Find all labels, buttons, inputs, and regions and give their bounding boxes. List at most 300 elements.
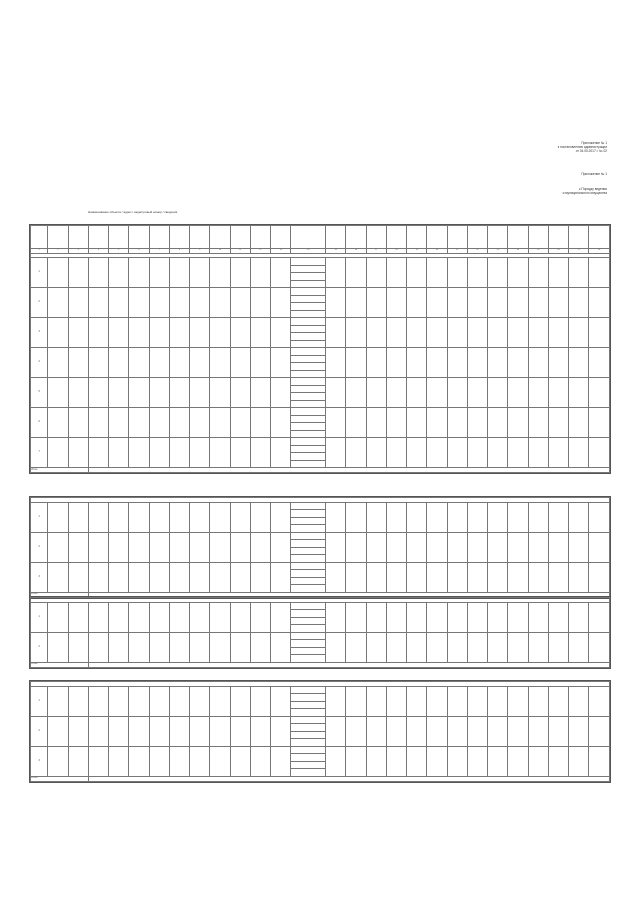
table-cell: [548, 502, 568, 532]
table-cell: [250, 408, 270, 438]
subrow-label: [291, 532, 326, 540]
table-cell: [407, 686, 427, 716]
table-cell: [129, 602, 149, 632]
table-cell: [447, 258, 467, 288]
table-cell: [68, 438, 88, 468]
table-cell: [528, 438, 548, 468]
table-cell: [427, 378, 447, 408]
table-cell: [386, 288, 406, 318]
table-cell: [346, 746, 366, 776]
row-number: 1: [31, 258, 48, 288]
row-number: 4: [31, 348, 48, 378]
table-cell: [48, 438, 68, 468]
subrow-label: [291, 647, 326, 655]
table-cell: [589, 746, 610, 776]
table-cell: [366, 716, 386, 746]
table-cell: [366, 438, 386, 468]
table-cell: [589, 716, 610, 746]
table-cell: [386, 602, 406, 632]
column-header: [291, 226, 326, 249]
column-number: 11: [230, 249, 250, 254]
table-cell: [190, 632, 210, 662]
table-cell: [488, 532, 508, 562]
table-cell: [569, 532, 589, 562]
table-cell: [129, 632, 149, 662]
table-cell: [548, 686, 568, 716]
table-cell: [88, 716, 108, 746]
table-row: [31, 562, 610, 570]
registry-table-part-3: [29, 596, 611, 669]
table-cell: [149, 258, 169, 288]
table-cell: [271, 746, 291, 776]
table-cell: [589, 562, 610, 592]
table-cell: [326, 318, 346, 348]
table-cell: [271, 318, 291, 348]
table-cell: [271, 408, 291, 438]
table-cell: [346, 686, 366, 716]
table-cell: [508, 686, 528, 716]
table-cell: [250, 562, 270, 592]
subrow-label: [291, 655, 326, 663]
table-cell: [548, 632, 568, 662]
table-cell: [508, 408, 528, 438]
table-cell: [169, 602, 189, 632]
table-cell: [326, 746, 346, 776]
subrow-label: [291, 280, 326, 288]
table-cell: [548, 716, 568, 746]
table-cell: [528, 746, 548, 776]
table-cell: [210, 258, 230, 288]
table-cell: [548, 378, 568, 408]
table-cell: [528, 716, 548, 746]
table-cell: [346, 438, 366, 468]
table-cell: [129, 686, 149, 716]
table-cell: [447, 746, 467, 776]
subrow-label: [291, 617, 326, 625]
table-cell: [129, 348, 149, 378]
table-cell: [149, 532, 169, 562]
table-cell: [386, 686, 406, 716]
table-cell: [528, 378, 548, 408]
table-cell: [149, 408, 169, 438]
table-cell: [548, 438, 568, 468]
table-cell: [169, 686, 189, 716]
table-cell: [427, 532, 447, 562]
column-header: [149, 226, 169, 249]
table-cell: [386, 258, 406, 288]
table-caption: Наименование объекта / адрес / кадастровый номер / сведения: [88, 210, 178, 214]
appendix-subtitle: от 04.05.2017 г. № 02: [575, 149, 607, 154]
subrow-label: [291, 602, 326, 610]
table-cell: [386, 632, 406, 662]
table-cell: [366, 562, 386, 592]
table-cell: [230, 408, 250, 438]
table-cell: [48, 562, 68, 592]
table-cell: [488, 746, 508, 776]
row-number: 3: [31, 318, 48, 348]
table-cell: [386, 408, 406, 438]
table-cell: [68, 746, 88, 776]
row-number: 3: [31, 746, 48, 776]
table-cell: [271, 632, 291, 662]
table-cell: [169, 746, 189, 776]
table-cell: [169, 318, 189, 348]
column-number: 2: [48, 249, 68, 254]
table-cell: [488, 288, 508, 318]
table-cell: [488, 348, 508, 378]
table-cell: [467, 562, 487, 592]
table-cell: [68, 502, 88, 532]
table-cell: [569, 632, 589, 662]
table-cell: [169, 378, 189, 408]
subrow-label: [291, 460, 326, 468]
table-cell: [129, 438, 149, 468]
table-cell: [250, 532, 270, 562]
column-header: [548, 226, 568, 249]
table-cell: [326, 288, 346, 318]
table-cell: [129, 258, 149, 288]
table-cell: [109, 686, 129, 716]
table-cell: [528, 632, 548, 662]
table-cell: [386, 378, 406, 408]
table-cell: [68, 408, 88, 438]
table-cell: [190, 258, 210, 288]
table-cell: [250, 602, 270, 632]
table-cell: [548, 532, 568, 562]
table-cell: [149, 562, 169, 592]
table-cell: [386, 716, 406, 746]
subrow-label: [291, 370, 326, 378]
table-cell: [528, 348, 548, 378]
subrow-label: [291, 510, 326, 518]
table-cell: [48, 716, 68, 746]
subrow-label: [291, 709, 326, 717]
row-number: 3: [31, 562, 48, 592]
subrow-label: [291, 746, 326, 754]
table-cell: [88, 378, 108, 408]
column-number: 15: [326, 249, 346, 254]
table-cell: [271, 686, 291, 716]
column-header: [129, 226, 149, 249]
table-cell: [129, 716, 149, 746]
table-cell: [48, 348, 68, 378]
appendix-header-1: [558, 141, 607, 154]
table-cell: [366, 348, 386, 378]
registry-table-part-1: [29, 224, 611, 474]
table-cell: [589, 632, 610, 662]
table-cell: [346, 502, 366, 532]
table-cell: [467, 318, 487, 348]
table-cell: [129, 746, 149, 776]
subrow-label: [291, 340, 326, 348]
table-cell: [129, 318, 149, 348]
column-header: [346, 226, 366, 249]
table-cell: [467, 746, 487, 776]
table-cell: [109, 408, 129, 438]
table-cell: [129, 532, 149, 562]
table-cell: [528, 288, 548, 318]
table-cell: [271, 258, 291, 288]
table-cell: [467, 378, 487, 408]
table-row: [31, 378, 610, 386]
table-row: [31, 318, 610, 326]
table-cell: [366, 378, 386, 408]
table-cell: [447, 686, 467, 716]
table-cell: [488, 502, 508, 532]
table-cell: [271, 378, 291, 408]
total-label: Итого: [31, 662, 89, 667]
table-cell: [190, 602, 210, 632]
table-cell: [467, 408, 487, 438]
subrow-label: [291, 540, 326, 548]
column-number: 25: [528, 249, 548, 254]
subrow-label: [291, 438, 326, 446]
table-cell: [149, 318, 169, 348]
table-cell: [508, 562, 528, 592]
table-cell: [149, 288, 169, 318]
column-header: [68, 226, 88, 249]
table-cell: [447, 378, 467, 408]
subrow-label: [291, 555, 326, 563]
table-cell: [250, 438, 270, 468]
table-cell: [488, 318, 508, 348]
table-cell: [427, 562, 447, 592]
subrow-label: [291, 295, 326, 303]
row-number: 2: [31, 532, 48, 562]
column-header: [508, 226, 528, 249]
table-cell: [88, 632, 108, 662]
subrow-label: [291, 303, 326, 311]
table-cell: [427, 746, 447, 776]
table-row: [31, 686, 610, 694]
table-row: [31, 258, 610, 266]
subrow-label: [291, 385, 326, 393]
total-label: Итого: [31, 776, 89, 781]
table-cell: [109, 378, 129, 408]
subrow-label: [291, 423, 326, 431]
table-cell: [447, 502, 467, 532]
table-row: [31, 408, 610, 416]
table-cell: [508, 438, 528, 468]
subrow-label: [291, 400, 326, 408]
table-cell: [508, 348, 528, 378]
subrow-label: [291, 288, 326, 296]
subrow-label: [291, 415, 326, 423]
table-cell: [407, 632, 427, 662]
table-cell: [407, 438, 427, 468]
table-cell: [427, 288, 447, 318]
table-cell: [109, 288, 129, 318]
total-value: [88, 776, 609, 781]
table-cell: [230, 348, 250, 378]
table-cell: [447, 408, 467, 438]
table-cell: [589, 532, 610, 562]
table-cell: [48, 632, 68, 662]
table-cell: [271, 288, 291, 318]
table-cell: [346, 532, 366, 562]
table-cell: [109, 438, 129, 468]
column-header: [467, 226, 487, 249]
table-cell: [230, 438, 250, 468]
subrow-label: [291, 739, 326, 747]
table-cell: [149, 686, 169, 716]
table-cell: [271, 502, 291, 532]
table-cell: [109, 562, 129, 592]
table-cell: [427, 686, 447, 716]
table-cell: [326, 686, 346, 716]
table-cell: [569, 602, 589, 632]
table-cell: [589, 438, 610, 468]
table-cell: [366, 502, 386, 532]
table-cell: [68, 686, 88, 716]
table-cell: [346, 632, 366, 662]
subrow-label: [291, 640, 326, 648]
table-cell: [271, 438, 291, 468]
table-cell: [271, 716, 291, 746]
table-cell: [447, 716, 467, 746]
table-cell: [88, 318, 108, 348]
table-cell: [528, 318, 548, 348]
column-number: 9: [190, 249, 210, 254]
table-cell: [386, 318, 406, 348]
table-cell: [569, 408, 589, 438]
table-cell: [250, 288, 270, 318]
table-cell: [508, 746, 528, 776]
registry-table-part-2: [29, 496, 611, 599]
table-cell: [109, 602, 129, 632]
table-cell: [210, 602, 230, 632]
table-cell: [109, 502, 129, 532]
table-cell: [366, 318, 386, 348]
column-header: [169, 226, 189, 249]
subrow-label: [291, 310, 326, 318]
subrow-label: [291, 716, 326, 724]
table-cell: [407, 602, 427, 632]
subrow-label: [291, 585, 326, 593]
table-cell: [488, 378, 508, 408]
table-cell: [190, 562, 210, 592]
table-cell: [569, 348, 589, 378]
column-header: [589, 226, 610, 249]
table-cell: [447, 348, 467, 378]
subrow-label: [291, 502, 326, 510]
table-cell: [48, 532, 68, 562]
subrow-label: [291, 731, 326, 739]
table-cell: [129, 288, 149, 318]
column-header: [528, 226, 548, 249]
table-cell: [326, 258, 346, 288]
table-cell: [528, 532, 548, 562]
column-number: 12: [250, 249, 270, 254]
table-cell: [548, 348, 568, 378]
subrow-label: [291, 769, 326, 777]
column-header: [250, 226, 270, 249]
table-cell: [346, 562, 366, 592]
table-cell: [569, 562, 589, 592]
table-cell: [467, 686, 487, 716]
row-number: 2: [31, 632, 48, 662]
registry-table: [30, 497, 610, 598]
table-row: [31, 532, 610, 540]
table-cell: [149, 438, 169, 468]
table-cell: [508, 502, 528, 532]
table-cell: [407, 318, 427, 348]
table-cell: [169, 408, 189, 438]
table-cell: [488, 686, 508, 716]
table-cell: [589, 258, 610, 288]
appendix-subtitle: к постановлению администрации: [557, 145, 607, 150]
table-cell: [589, 602, 610, 632]
table-cell: [407, 716, 427, 746]
table-cell: [230, 532, 250, 562]
table-cell: [230, 502, 250, 532]
table-cell: [589, 686, 610, 716]
subrow-label: [291, 570, 326, 578]
table-cell: [407, 378, 427, 408]
table-cell: [169, 288, 189, 318]
table-cell: [427, 318, 447, 348]
table-cell: [129, 378, 149, 408]
row-number: 2: [31, 716, 48, 746]
table-cell: [190, 378, 210, 408]
table-cell: [447, 288, 467, 318]
table-cell: [68, 378, 88, 408]
subrow-label: [291, 625, 326, 633]
table-cell: [467, 716, 487, 746]
table-cell: [210, 502, 230, 532]
table-cell: [88, 746, 108, 776]
column-number: 27: [569, 249, 589, 254]
table-cell: [427, 632, 447, 662]
subrow-label: [291, 273, 326, 281]
column-header: [31, 226, 48, 249]
table-cell: [386, 746, 406, 776]
table-cell: [48, 502, 68, 532]
column-number: 20: [427, 249, 447, 254]
table-cell: [230, 746, 250, 776]
column-header: [230, 226, 250, 249]
table-cell: [149, 632, 169, 662]
table-cell: [366, 532, 386, 562]
table-cell: [190, 686, 210, 716]
table-cell: [250, 258, 270, 288]
table-cell: [149, 348, 169, 378]
table-cell: [149, 502, 169, 532]
table-cell: [169, 258, 189, 288]
table-cell: [149, 378, 169, 408]
total-value: [88, 468, 609, 473]
table-cell: [210, 686, 230, 716]
table-cell: [88, 438, 108, 468]
table-cell: [169, 502, 189, 532]
table-cell: [386, 532, 406, 562]
table-cell: [569, 686, 589, 716]
table-cell: [326, 562, 346, 592]
table-cell: [528, 686, 548, 716]
registry-table: [30, 597, 610, 668]
table-cell: [407, 258, 427, 288]
table-cell: [169, 562, 189, 592]
table-cell: [250, 318, 270, 348]
table-cell: [508, 602, 528, 632]
table-cell: [326, 502, 346, 532]
table-cell: [447, 532, 467, 562]
table-row: [31, 716, 610, 724]
table-cell: [508, 318, 528, 348]
subrow-label: [291, 694, 326, 702]
table-cell: [589, 408, 610, 438]
table-cell: [149, 602, 169, 632]
